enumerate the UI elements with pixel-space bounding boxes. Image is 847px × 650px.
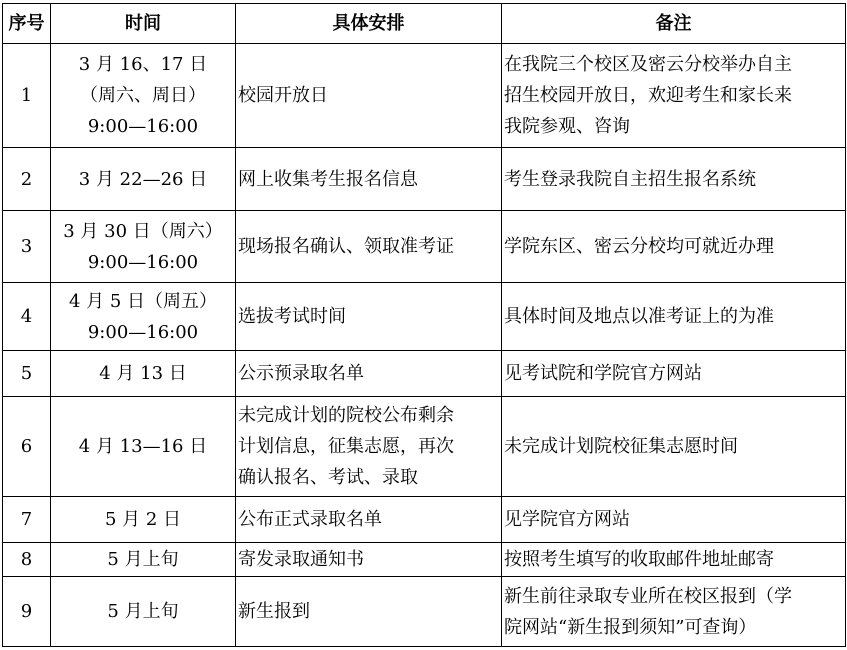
row-note xyxy=(502,497,846,543)
header-no: 序号 xyxy=(3,4,51,44)
table-row xyxy=(3,577,846,647)
note-line: 见学院官方网站 xyxy=(504,509,630,530)
table-row xyxy=(3,497,846,543)
plan-line: 公布正式录取名单 xyxy=(238,509,382,530)
time-line: 4 月 5 日（周五） xyxy=(68,290,218,312)
plan-line: 确认报名、考试、录取 xyxy=(238,467,418,488)
row-note xyxy=(502,351,846,397)
row-plan xyxy=(236,283,502,351)
table-row xyxy=(3,44,846,148)
table-row xyxy=(3,543,846,577)
row-note xyxy=(502,577,846,647)
row-plan xyxy=(236,211,502,283)
header-plan: 具体安排 xyxy=(236,4,502,44)
row-time xyxy=(51,577,236,647)
plan-line: 校园开放日 xyxy=(238,85,328,106)
table-row xyxy=(3,211,846,283)
row-plan xyxy=(236,497,502,543)
row-plan xyxy=(236,577,502,647)
row-note xyxy=(502,283,846,351)
note-line: 院网站“新生报到须知”可查询） xyxy=(504,616,757,638)
plan-line: 现场报名确认、领取准考证 xyxy=(238,236,454,257)
row-note xyxy=(502,211,846,283)
note-line: 未完成计划院校征集志愿时间 xyxy=(504,436,738,457)
row-time xyxy=(51,148,236,211)
plan-line: 公示预录取名单 xyxy=(238,363,364,384)
time-line: 5 月上旬 xyxy=(107,601,179,622)
row-number: 4 xyxy=(3,283,51,351)
plan-line: 寄发录取通知书 xyxy=(238,549,364,570)
row-plan xyxy=(236,44,502,148)
time-line: （周六、周日） xyxy=(80,85,206,106)
plan-line: 新生报到 xyxy=(238,601,310,622)
row-plan xyxy=(236,397,502,497)
note-line: 新生前往录取专业所在校区报到（学 xyxy=(504,585,792,607)
header-time: 时间 xyxy=(51,4,236,44)
row-time xyxy=(51,283,236,351)
row-time xyxy=(51,397,236,497)
time-line: 3 月 16、17 日 xyxy=(78,54,208,75)
note-line: 在我院三个校区及密云分校举办自主 xyxy=(504,54,792,75)
row-number: 6 xyxy=(3,397,51,497)
note-line: 我院参观、咨询 xyxy=(504,116,630,137)
row-number: 8 xyxy=(3,543,51,577)
row-note xyxy=(502,44,846,148)
row-note xyxy=(502,543,846,577)
plan-line: 未完成计划的院校公布剩余 xyxy=(238,405,454,426)
table-row xyxy=(3,397,846,497)
time-line: 9:00—16:00 xyxy=(87,321,199,343)
row-number: 5 xyxy=(3,351,51,397)
time-line: 3 月 30 日（周六） xyxy=(63,220,223,242)
time-line: 4 月 13 日 xyxy=(99,363,187,384)
table-row xyxy=(3,351,846,397)
time-line: 4 月 13—16 日 xyxy=(78,436,208,457)
note-line: 按照考生填写的收取邮件地址邮寄 xyxy=(504,549,774,570)
row-plan xyxy=(236,543,502,577)
time-line: 5 月上旬 xyxy=(107,549,179,570)
row-note xyxy=(502,397,846,497)
row-time xyxy=(51,543,236,577)
table-row xyxy=(3,283,846,351)
time-line: 5 月 2 日 xyxy=(104,509,182,530)
header-note: 备注 xyxy=(502,4,846,44)
row-number: 7 xyxy=(3,497,51,543)
row-time xyxy=(51,211,236,283)
schedule-table xyxy=(2,3,846,647)
row-time xyxy=(51,497,236,543)
time-line: 3 月 22—26 日 xyxy=(78,168,208,190)
time-line: 9:00—16:00 xyxy=(87,116,199,137)
row-note xyxy=(502,148,846,211)
note-line: 具体时间及地点以准考证上的为准 xyxy=(504,306,774,327)
plan-line: 网上收集考生报名信息 xyxy=(238,168,418,190)
note-line: 学院东区、密云分校均可就近办理 xyxy=(504,236,774,257)
plan-line: 选拔考试时间 xyxy=(238,306,346,327)
note-line: 招生校园开放日，欢迎考生和家长来 xyxy=(504,85,792,106)
note-line: 考生登录我院自主招生报名系统 xyxy=(504,168,756,190)
row-number: 1 xyxy=(3,44,51,148)
row-time xyxy=(51,351,236,397)
row-plan xyxy=(236,351,502,397)
time-line: 9:00—16:00 xyxy=(87,251,199,273)
row-plan xyxy=(236,148,502,211)
row-number: 3 xyxy=(3,211,51,283)
row-number: 2 xyxy=(3,148,51,211)
row-number: 9 xyxy=(3,577,51,647)
table-row xyxy=(3,148,846,211)
table-header-row xyxy=(3,4,846,44)
row-time xyxy=(51,44,236,148)
plan-line: 计划信息，征集志愿，再次 xyxy=(238,436,454,457)
note-line: 见考试院和学院官方网站 xyxy=(504,363,702,384)
